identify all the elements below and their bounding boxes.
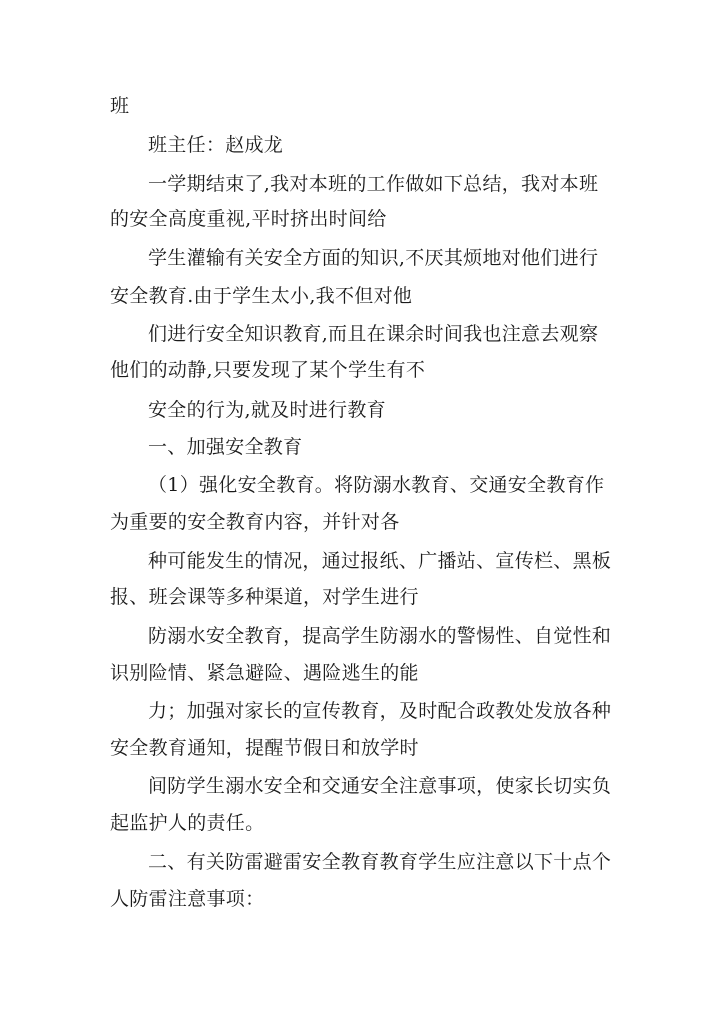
text-line-13: 种可能发生的情况，通过报纸、广播站、宣传栏、黑板 bbox=[148, 550, 612, 572]
text-line-10: 一、加强安全教育 bbox=[148, 436, 303, 458]
text-line-7: 们进行安全知识教育,而且在课余时间我也注意去观察 bbox=[148, 323, 599, 345]
text-line-14: 报、班会课等多种渠道，对学生进行 bbox=[110, 586, 419, 608]
text-line-18: 安全教育通知，提醒节假日和放学时 bbox=[110, 737, 419, 759]
text-line-3: 一学期结束了,我对本班的工作做如下总结，我对本班 bbox=[148, 173, 599, 195]
text-line-6: 安全教育.由于学生太小,我不但对他 bbox=[110, 285, 413, 307]
text-line-12: 为重要的安全教育内容，并针对各 bbox=[110, 511, 400, 533]
text-line-1: 班 bbox=[110, 95, 130, 117]
text-line-5: 学生灌输有关安全方面的知识,不厌其烦地对他们进行 bbox=[148, 247, 599, 269]
text-line-21: 二、有关防雷避雷安全教育教育学生应注意以下十点个 bbox=[148, 851, 612, 873]
text-line-4: 的安全高度重视,平时挤出时间给 bbox=[110, 208, 387, 230]
text-line-16: 识别险情、紧急避险、遇险逃生的能 bbox=[110, 662, 419, 684]
text-line-9: 安全的行为,就及时进行教育 bbox=[148, 399, 386, 421]
text-line-22: 人防雷注意事项： bbox=[110, 888, 265, 910]
text-line-2: 班主任：赵成龙 bbox=[148, 134, 284, 156]
text-line-15: 防溺水安全教育，提高学生防溺水的警惕性、自觉性和 bbox=[148, 625, 612, 647]
text-line-17: 力；加强对家长的宣传教育，及时配合政教处发放各种 bbox=[148, 700, 612, 722]
text-line-19: 间防学生溺水安全和交通安全注意事项，使家长切实负 bbox=[148, 775, 612, 797]
text-line-11: （1）强化安全教育。将防溺水教育、交通安全教育作 bbox=[148, 474, 605, 496]
text-line-8: 他们的动静,只要发现了某个学生有不 bbox=[110, 359, 426, 381]
text-line-20: 起监护人的责任。 bbox=[110, 812, 265, 834]
